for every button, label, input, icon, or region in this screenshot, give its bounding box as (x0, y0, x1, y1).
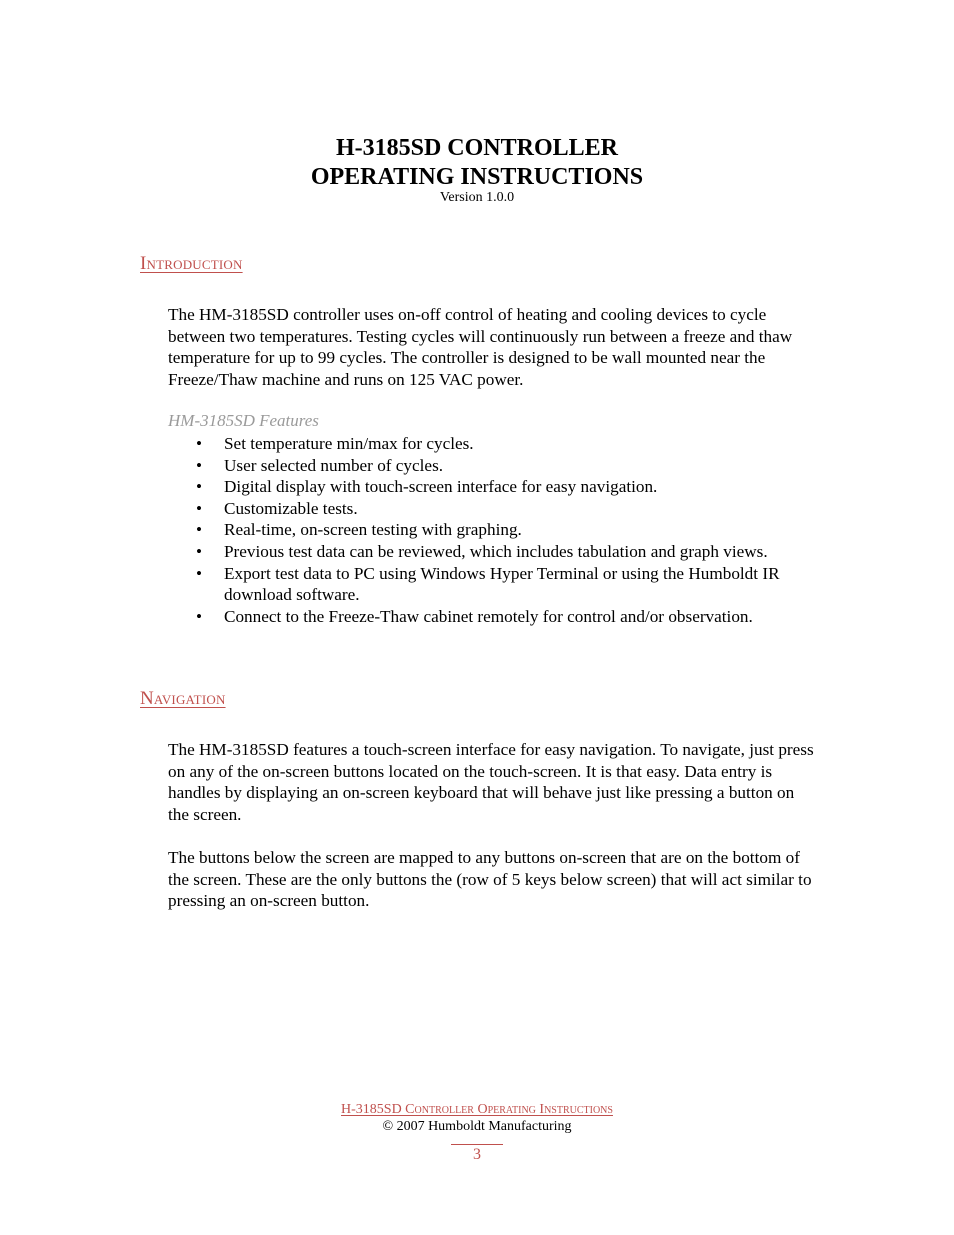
page-footer (0, 1101, 954, 1165)
bullet-icon: • (196, 563, 203, 583)
feature-text: Customizable tests. (224, 498, 358, 518)
navigation-heading: Navigation (140, 688, 226, 709)
page-number: 3 (473, 1146, 481, 1163)
features-list (168, 433, 828, 627)
footer-document-title: H-3185SD Controller Operating Instructions (341, 1102, 613, 1117)
document-title-line-2: OPERATING INSTRUCTIONS (310, 164, 644, 190)
bullet-icon: • (196, 520, 203, 540)
feature-text: Real-time, on-screen testing with graphing. (224, 520, 522, 540)
bullet-icon: • (196, 498, 203, 518)
feature-item (168, 519, 828, 541)
version-label: Version 1.0.0 (439, 190, 515, 205)
feature-item (168, 498, 828, 520)
feature-text: Digital display with touch-screen interface for easy navigation. (224, 477, 658, 497)
introduction-paragraph: The HM-3185SD controller uses on-off control of heating and cooling devices to cycle between two temperatures. Testing cycles will continuously run between a freeze and thaw temperature for up to 99 cycles. The controller is designed to be wall mounted near the Freeze/Thaw machine and runs on 125 VAC power. (168, 305, 793, 389)
feature-item (168, 433, 828, 455)
bullet-icon: • (196, 541, 203, 561)
bullet-icon: • (196, 606, 203, 626)
feature-text: User selected number of cycles. (224, 455, 444, 475)
introduction-heading: Introduction (140, 253, 243, 274)
feature-item (168, 563, 828, 606)
bullet-icon: • (196, 455, 203, 475)
footer-copyright: © 2007 Humboldt Manufacturing (382, 1119, 572, 1134)
feature-item (168, 476, 828, 498)
bullet-icon: • (196, 434, 203, 453)
feature-text: Set temperature min/max for cycles. (224, 434, 474, 453)
bullet-icon: • (196, 477, 203, 497)
document-title-line-1: H-3185SD CONTROLLER (335, 135, 619, 161)
feature-item (168, 606, 828, 628)
navigation-paragraph-1: The HM-3185SD features a touch-screen interface for easy navigation. To navigate, just press on any of the on-screen buttons located on the touch-screen. It is that easy. Data entry is handles by displaying an on-screen keyboard that will behave just like pressing a button on the screen. (168, 740, 814, 824)
features-heading: HM-3185SD Features (168, 411, 319, 430)
title-block (0, 134, 954, 207)
feature-text: Connect to the Freeze-Thaw cabinet remotely for control and/or observation. (224, 606, 753, 626)
feature-text: Previous test data can be reviewed, which includes tabulation and graph views. (224, 541, 768, 561)
feature-item (168, 541, 828, 563)
feature-item (168, 455, 828, 477)
navigation-paragraph-2: The buttons below the screen are mapped to any buttons on-screen that are on the bottom of the screen. These are the only buttons the (row of 5 keys below screen) that will act similar to pressing an on-screen button. (168, 848, 812, 911)
feature-text: Export test data to PC using Windows Hyper Terminal or using the Humboldt IR download software. (224, 563, 780, 605)
